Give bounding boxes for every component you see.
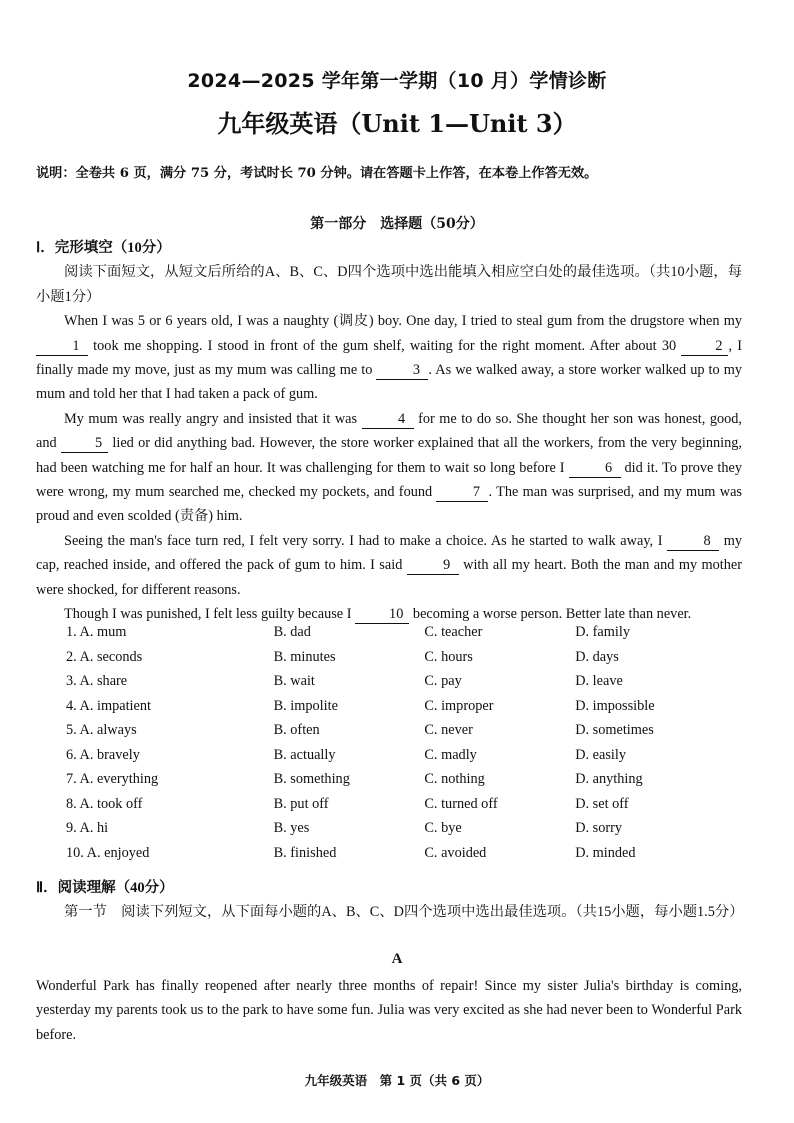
option-a: 2. A. seconds — [66, 648, 143, 665]
cloze-text: When I was 5 or 6 years old, I was a naughty (调皮) boy. One day, I tried to steal gum from the drugstore when my — [64, 313, 742, 330]
part-one-title: 第一部分 选择题（50分） — [310, 216, 484, 232]
cloze-paragraph-3 — [36, 529, 742, 602]
cloze-paragraph-1 — [36, 309, 742, 407]
option-a: 7. A. everything — [66, 771, 159, 787]
cloze-text: for me to do so. She thought her son was honest, good, and — [36, 410, 742, 452]
cloze-text: . As we walked away, a store worker walked up to my mum and told her that I had taken a pack of gum. — [36, 362, 742, 403]
cloze-blank-2: 2 — [681, 337, 728, 356]
option-a: 6. A. bravely — [66, 746, 140, 763]
option-b: B. something — [273, 771, 350, 787]
option-c: C. bye — [424, 820, 462, 836]
passage-letter: A — [391, 951, 403, 967]
cloze-blank-5: 5 — [61, 434, 108, 453]
option-a: 3. A. share — [66, 673, 128, 689]
passage-a-text: Wonderful Park has finally reopened after nearly three months of repair! Since my sister Julia's birthday is coming, yesterday my parents took us to the park to have some fun. Julia was very excited as she had never been to Wonderful Park before. — [36, 978, 742, 1043]
option-d: D. sometimes — [575, 722, 654, 738]
option-a: 5. A. always — [66, 722, 137, 738]
cloze-text: with all my heart. Both the man and my mother were shocked, for different reasons. — [36, 557, 742, 598]
option-b: B. finished — [273, 844, 337, 861]
cloze-paragraph-4 — [36, 602, 742, 626]
cloze-blank-7: 7 — [436, 483, 488, 502]
cloze-paragraph-2 — [36, 407, 742, 529]
cloze-text: my cap, reached inside, and offered the pack of gum to him. I said — [36, 532, 742, 574]
option-a: 8. A. took off — [66, 795, 143, 812]
option-row — [66, 649, 726, 674]
cloze-instruction: 阅读下面短文，从短文后所给的A、B、C、D四个选项中选出能填入相应空白处的最佳选项。（共10小题，每小题1分） — [36, 264, 742, 305]
option-d: D. impossible — [575, 697, 655, 714]
option-b: B. put off — [273, 795, 329, 812]
option-b: B. minutes — [273, 648, 336, 665]
exam-subtitle: 九年级英语（Unit 1—Unit 3） — [217, 109, 577, 138]
option-row — [66, 845, 726, 870]
option-c: C. turned off — [424, 795, 498, 812]
cloze-blank-4: 4 — [362, 410, 414, 429]
cloze-text: did it. To prove they were wrong, my mum searched me, checked my pockets, and found — [36, 459, 742, 501]
option-b: B. yes — [273, 820, 310, 836]
exam-instructions: 说明：全卷共 6 页，满分 75 分，考试时长 70 分钟。请在答题卡上作答，在本卷上作答无效。 — [36, 166, 598, 181]
option-c: C. avoided — [424, 844, 487, 861]
option-d: D. set off — [575, 795, 629, 812]
option-c: C. never — [424, 722, 473, 738]
cloze-text: My mum was really angry and insisted that it was — [64, 410, 362, 427]
option-a: 10. A. enjoyed — [66, 844, 150, 861]
option-a: 9. A. hi — [66, 820, 109, 836]
option-c: C. pay — [424, 673, 462, 689]
option-d: D. easily — [575, 746, 627, 763]
option-row — [66, 747, 726, 772]
option-d: D. anything — [575, 771, 643, 787]
option-row — [66, 771, 726, 796]
option-d: D. sorry — [575, 820, 623, 836]
option-d: D. leave — [575, 673, 623, 689]
option-b: B. impolite — [273, 697, 338, 714]
option-c: C. nothing — [424, 771, 485, 787]
reading-section — [36, 876, 742, 925]
option-d: D. family — [575, 624, 630, 640]
option-c: C. teacher — [424, 624, 483, 640]
cloze-blank-3: 3 — [376, 361, 428, 380]
cloze-blank-10: 10 — [355, 605, 409, 624]
option-c: C. hours — [424, 648, 473, 665]
cloze-text: Though I was punished, I felt less guilty because I — [64, 606, 356, 623]
option-row — [66, 698, 726, 723]
option-d: D. days — [575, 648, 619, 665]
option-c: C. improper — [424, 697, 494, 714]
option-b: B. often — [273, 722, 320, 738]
cloze-text: Seeing the man's face turn red, I felt very sorry. I had to make a choice. As he started to walk away, I — [64, 532, 668, 549]
option-d: D. minded — [575, 844, 636, 861]
option-c: C. madly — [424, 746, 477, 763]
cloze-blank-8: 8 — [667, 532, 719, 551]
reading-heading: Ⅱ．阅读理解（40分） — [36, 880, 174, 896]
cloze-text: lied or did anything bad. However, the store worker explained that all the workers, from the very beginning, had been watching me for half an hour. It was challenging for them to wait so long before I — [36, 435, 742, 476]
cloze-section — [36, 236, 742, 627]
page-footer: 九年级英语 第 1 页（共 6 页） — [304, 1073, 490, 1088]
cloze-blank-1: 1 — [36, 337, 88, 356]
option-row — [66, 820, 726, 845]
cloze-text: . The man was surprised, and my mum was proud and even scolded (责备) him. — [36, 484, 742, 525]
cloze-heading: Ⅰ．完形填空（10分） — [36, 240, 171, 256]
option-b: B. dad — [273, 624, 311, 640]
option-row — [66, 624, 726, 649]
option-a: 1. A. mum — [66, 624, 127, 640]
cloze-blank-9: 9 — [407, 556, 459, 575]
option-row — [66, 796, 726, 821]
option-b: B. actually — [273, 746, 336, 763]
exam-title: 2024—2025 学年第一学期（10 月）学情诊断 — [187, 70, 607, 92]
option-a: 4. A. impatient — [66, 697, 151, 714]
cloze-blank-6: 6 — [569, 459, 621, 478]
option-row — [66, 722, 726, 747]
cloze-text: , I finally made my move, just as my mum was calling me to — [36, 337, 742, 379]
cloze-text: becoming a worse person. Better late than never. — [409, 606, 692, 623]
option-row — [66, 673, 726, 698]
cloze-text: took me shopping. I stood in front of the gum shelf, waiting for the right moment. After about 30 — [88, 337, 682, 354]
cloze-options — [66, 624, 726, 869]
option-b: B. wait — [273, 673, 315, 689]
reading-instruction: 第一节 阅读下列短文，从下面每小题的A、B、C、D四个选项中选出最佳选项。（共15小题，每小题1.5分） — [64, 904, 744, 921]
